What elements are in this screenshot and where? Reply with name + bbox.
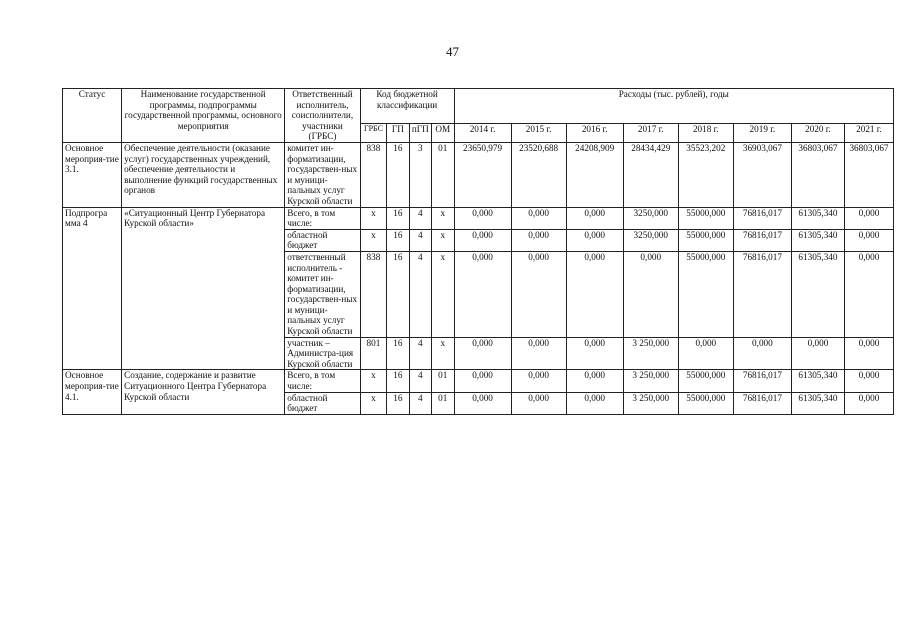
header-code-grbs: ГРБС xyxy=(360,124,387,143)
row-executor: участник – Администра-ция Курской области xyxy=(285,337,360,370)
row-executor: областной бюджет xyxy=(285,229,360,251)
code-pgp: 4 xyxy=(409,207,431,229)
header-expenses-group: Расходы (тыс. рублей), годы xyxy=(454,89,894,124)
expense-value: 3250,000 xyxy=(623,207,678,229)
expense-value: 0,000 xyxy=(733,337,791,370)
expense-value: 76816,017 xyxy=(733,229,791,251)
code-grbs: 801 xyxy=(360,337,387,370)
expense-value: 28434,429 xyxy=(623,142,678,207)
expense-value: 61305,340 xyxy=(791,229,844,251)
header-code-gp: ГП xyxy=(387,124,409,143)
header-code-group: Код бюджетной классификации xyxy=(360,89,454,124)
code-pgp: 4 xyxy=(409,251,431,337)
expense-value: 55000,000 xyxy=(678,207,733,229)
expense-value: 0,000 xyxy=(844,392,893,414)
code-grbs: x xyxy=(360,207,387,229)
table-row xyxy=(63,370,894,392)
expense-value: 0,000 xyxy=(454,370,511,392)
expense-value: 76816,017 xyxy=(733,370,791,392)
row-status: Основное мероприя-тие 4.1. xyxy=(63,370,122,414)
table-body xyxy=(63,142,894,414)
expense-value: 0,000 xyxy=(566,392,623,414)
expense-value: 0,000 xyxy=(844,207,893,229)
code-gp: 16 xyxy=(387,251,409,337)
code-gp: 16 xyxy=(387,370,409,392)
header-year: 2019 г. xyxy=(733,124,791,143)
table-row xyxy=(63,142,894,207)
code-om: x xyxy=(432,229,454,251)
row-executor: Всего, в том числе: xyxy=(285,370,360,392)
header-row-top xyxy=(63,89,894,124)
expense-value: 0,000 xyxy=(566,370,623,392)
expense-value: 0,000 xyxy=(844,370,893,392)
expense-value: 36803,067 xyxy=(791,142,844,207)
expense-value: 0,000 xyxy=(678,337,733,370)
expense-value: 0,000 xyxy=(511,207,566,229)
expense-value: 0,000 xyxy=(511,251,566,337)
row-status: Основное мероприя-тие 3.1. xyxy=(63,142,122,207)
header-year: 2018 г. xyxy=(678,124,733,143)
header-code-pgp: пГП xyxy=(409,124,431,143)
expense-value: 0,000 xyxy=(511,229,566,251)
expense-value: 76816,017 xyxy=(733,251,791,337)
expense-value: 0,000 xyxy=(511,392,566,414)
header-year: 2017 г. xyxy=(623,124,678,143)
code-grbs: x xyxy=(360,370,387,392)
expense-value: 0,000 xyxy=(454,207,511,229)
expense-value: 23520,688 xyxy=(511,142,566,207)
header-year: 2016 г. xyxy=(566,124,623,143)
header-code-om: ОМ xyxy=(432,124,454,143)
expense-value: 24208,909 xyxy=(566,142,623,207)
code-pgp: 4 xyxy=(409,337,431,370)
expense-value: 35523,202 xyxy=(678,142,733,207)
page-number: 47 xyxy=(446,44,459,59)
expense-value: 3 250,000 xyxy=(623,370,678,392)
expense-value: 55000,000 xyxy=(678,370,733,392)
row-status: Подпрогра мма 4 xyxy=(63,207,122,370)
code-grbs: x xyxy=(360,229,387,251)
budget-table xyxy=(62,88,894,415)
code-om: 01 xyxy=(432,370,454,392)
expense-value: 0,000 xyxy=(844,251,893,337)
row-name: «Ситуационный Центр Губернатора Курской области» xyxy=(122,207,285,370)
expense-value: 0,000 xyxy=(623,251,678,337)
code-om: 01 xyxy=(432,142,454,207)
expense-value: 0,000 xyxy=(454,392,511,414)
expense-value: 3 250,000 xyxy=(623,337,678,370)
row-executor: Всего, в том числе: xyxy=(285,207,360,229)
code-gp: 16 xyxy=(387,337,409,370)
expense-value: 0,000 xyxy=(566,207,623,229)
code-om: x xyxy=(432,337,454,370)
expense-value: 61305,340 xyxy=(791,370,844,392)
expense-value: 55000,000 xyxy=(678,392,733,414)
expense-value: 0,000 xyxy=(511,337,566,370)
header-name: Наименование государственной программы, подпрограммы государственной программы, основного мероприятия xyxy=(122,89,285,143)
code-grbs: 838 xyxy=(360,251,387,337)
expense-value: 36803,067 xyxy=(844,142,893,207)
expense-value: 61305,340 xyxy=(791,392,844,414)
row-executor: комитет ин-форматизации, государствен-ных и муници-пальных услуг Курской области xyxy=(285,142,360,207)
expense-value: 61305,340 xyxy=(791,251,844,337)
expense-value: 0,000 xyxy=(844,229,893,251)
expense-value: 36903,067 xyxy=(733,142,791,207)
row-executor: областной бюджет xyxy=(285,392,360,414)
code-pgp: 3 xyxy=(409,142,431,207)
header-year: 2014 г. xyxy=(454,124,511,143)
code-pgp: 4 xyxy=(409,370,431,392)
row-name: Обеспечение деятельности (оказание услуг) государственных учреждений, обеспечение деятельности и выполнение функций государственных органов xyxy=(122,142,285,207)
expense-value: 61305,340 xyxy=(791,207,844,229)
code-gp: 16 xyxy=(387,142,409,207)
expense-value: 76816,017 xyxy=(733,392,791,414)
expense-value: 55000,000 xyxy=(678,229,733,251)
expense-value: 0,000 xyxy=(566,229,623,251)
code-pgp: 4 xyxy=(409,229,431,251)
expense-value: 0,000 xyxy=(844,337,893,370)
expense-value: 23650,979 xyxy=(454,142,511,207)
expense-value: 3 250,000 xyxy=(623,392,678,414)
code-grbs: x xyxy=(360,392,387,414)
expense-value: 0,000 xyxy=(566,251,623,337)
code-gp: 16 xyxy=(387,392,409,414)
code-om: x xyxy=(432,207,454,229)
row-name: Создание, содержание и развитие Ситуационного Центра Губернатора Курской области xyxy=(122,370,285,414)
expense-value: 0,000 xyxy=(566,337,623,370)
code-grbs: 838 xyxy=(360,142,387,207)
expense-value: 76816,017 xyxy=(733,207,791,229)
code-gp: 16 xyxy=(387,229,409,251)
header-year: 2020 г. xyxy=(791,124,844,143)
header-status: Статус xyxy=(63,89,122,143)
expense-value: 3250,000 xyxy=(623,229,678,251)
code-gp: 16 xyxy=(387,207,409,229)
code-pgp: 4 xyxy=(409,392,431,414)
expense-value: 55000,000 xyxy=(678,251,733,337)
code-om: x xyxy=(432,251,454,337)
expense-value: 0,000 xyxy=(454,337,511,370)
expense-value: 0,000 xyxy=(791,337,844,370)
header-year: 2021 г. xyxy=(844,124,893,143)
header-year: 2015 г. xyxy=(511,124,566,143)
header-executor: Ответственный исполнитель, соисполнители, участники (ГРБС) xyxy=(285,89,360,143)
expense-value: 0,000 xyxy=(454,229,511,251)
row-executor: ответственный исполнитель - комитет ин-форматизации, государствен-ных и муници-пальных услуг Курской области xyxy=(285,251,360,337)
expense-value: 0,000 xyxy=(511,370,566,392)
table-row xyxy=(63,207,894,229)
expense-value: 0,000 xyxy=(454,251,511,337)
code-om: 01 xyxy=(432,392,454,414)
